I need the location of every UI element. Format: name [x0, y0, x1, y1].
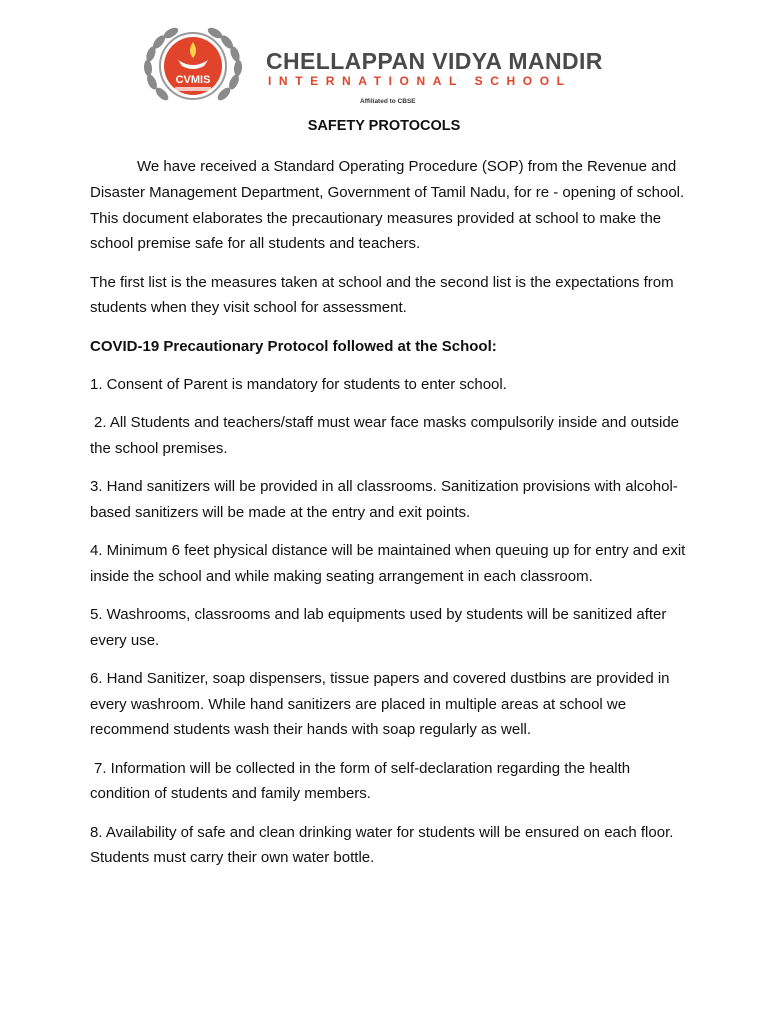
list-item: 6. Hand Sanitizer, soap dispensers, tissue papers and covered dustbins are provided in every washroom. While hand sanitizers are placed in multiple areas at school we recommend students wash their hands with soap regularly as well. — [90, 669, 670, 739]
logo-text: CVMIS — [175, 74, 211, 86]
school-header — [128, 18, 624, 114]
list-item: 4. Minimum 6 feet physical distance will be maintained when queuing up for entry and exit inside the school and while making seating arrangement in each classroom. — [90, 541, 686, 585]
school-subtitle: INTERNATIONAL SCHOOL — [268, 74, 572, 88]
list-item: 8. Availability of safe and clean drinking water for students will be ensured on each floor. Students must carry their own water bottle. — [90, 823, 674, 867]
intro-paragraph: The first list is the measures taken at school and the second list is the expectations from students when they visit school for assessment. — [90, 273, 674, 317]
school-logo — [138, 24, 248, 114]
list-item: 2. All Students and teachers/staff must wear face masks compulsorily inside and outside the school premises. — [90, 413, 680, 457]
section-heading: COVID-19 Precautionary Protocol followed at the School: — [90, 337, 497, 355]
affiliation-text: Affiliated to CBSE — [360, 98, 416, 105]
school-name: CHELLAPPAN VIDYA MANDIR — [266, 48, 603, 74]
list-item: 3. Hand sanitizers will be provided in all classrooms. Sanitization provisions with alcohol-based sanitizers will be made at the entry and exit points. — [90, 477, 678, 521]
intro-paragraph: We have received a Standard Operating Procedure (SOP) from the Revenue and Disaster Management Department, Government of Tamil Nadu, for re - opening of school. This document elaborates the precautionary measures provided at school to make the school premise safe for all students and teachers. — [90, 158, 685, 253]
list-item: 5. Washrooms, classrooms and lab equipments used by students will be sanitized after every use. — [90, 605, 667, 649]
document-body — [90, 154, 690, 884]
list-item: 7. Information will be collected in the form of self-declaration regarding the health condition of students and family members. — [90, 759, 631, 803]
page-title: SAFETY PROTOCOLS — [307, 118, 461, 134]
list-item: 1. Consent of Parent is mandatory for students to enter school. — [90, 375, 507, 393]
